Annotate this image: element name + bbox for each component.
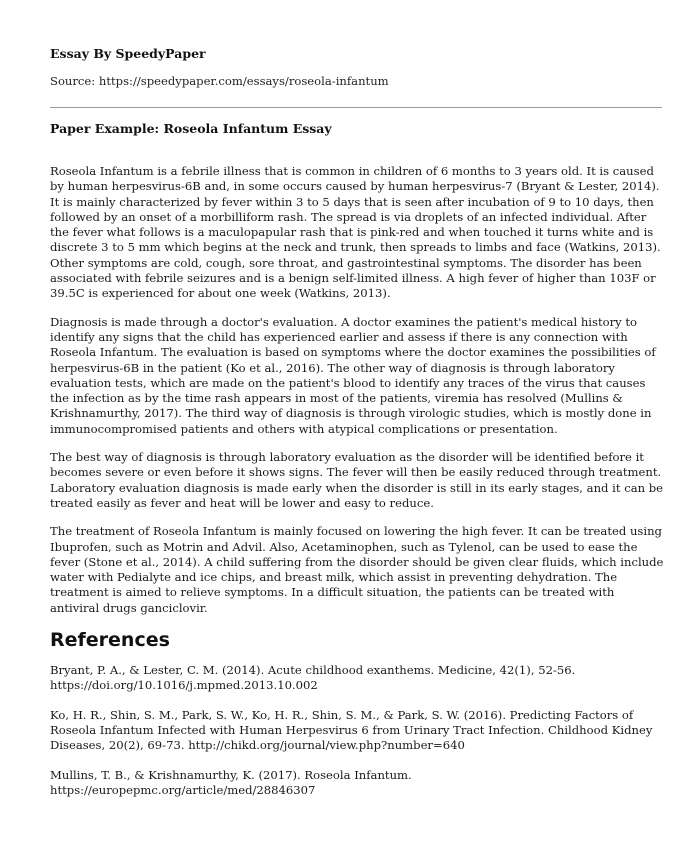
paragraph-2: Diagnosis is made through a doctor's evaluation. A doctor examines the patient's medical history to identify any signs that the child has experienced earlier and assess if there is any connection with Roseola Infantum. The evaluation is based on symptoms where the doctor examines the possibilities of herpesvirus-6B in the patient (Ko et al., 2016). The other way of diagnosis is through laboratory evaluation tests, which are made on the patient's blood to identify any traces of the virus that causes the infection as by the time rash appears in most of the patients, viremia has resolved (Mullins & Krishnamurthy, 2017). The third way of diagnosis is through virologic studies, which is mostly done in immunocompromised patients and others with atypical complications or presentation. — [50, 314, 656, 436]
reference-item-1: Bryant, P. A., & Lester, C. M. (2014). Acute childhood exanthems. Medicine, 42(1), 52-56. https://doi.org/10.1016/j.mpmed.2013.10.002 — [50, 663, 576, 693]
paper-title: Paper Example: Roseola Infantum Essay — [50, 121, 332, 136]
header-divider — [50, 107, 662, 108]
essay-body — [50, 164, 666, 812]
paragraph-1: Roseola Infantum is a febrile illness that is common in children of 6 months to 3 years old. It is caused by human herpesvirus-6B and, in some occurs caused by human herpesvirus-7 (Bryant & Lester, 2014). It is mainly characterized by fever within 3 to 5 days that is seen after incubation of 9 to 10 days, then followed by an onset of a morbilliform rash. The spread is via droplets of an infected individual. After the fever what follows is a maculopapular rash that is pink-red and when touched it turns white and is discrete 3 to 5 mm which begins at the neck and trunk, then spreads to limbs and face (Watkins, 2013). Other symptoms are cold, cough, sore throat, and gastrointestinal symptoms. The disorder has been associated with febrile seizures and is a benign self-limited illness. A high fever of higher than 103F or 39.5C is experienced for about one week (Watkins, 2013). — [50, 164, 661, 301]
references-heading: References — [50, 629, 170, 652]
reference-item-2: Ko, H. R., Shin, S. M., Park, S. W., Ko, H. R., Shin, S. M., & Park, S. W. (2016). Predicting Factors of Roseola Infantum Infected with Human Herpesvirus 6 from Urinary Tract Infection. Childhood Kidney Diseases, 20(2), 69-73. http://chikd.org/journal/view.php?number=640 — [50, 707, 653, 753]
source-line: Source: https://speedypaper.com/essays/roseola-infantum — [50, 74, 389, 88]
paragraph-4: The treatment of Roseola Infantum is mainly focused on lowering the high fever. It can be treated using Ibuprofen, such as Motrin and Advil. Also, Acetaminophen, such as Tylenol, can be used to ease the fever (Stone et al., 2014). A child suffering from the disorder should be given clear fluids, which include water with Pedialyte and ice chips, and breast milk, which assist in preventing dehydration. The treatment is aimed to relieve symptoms. In a difficult situation, the patients can be treated with antiviral drugs ganciclovir. — [50, 524, 664, 615]
paragraph-3: The best way of diagnosis is through laboratory evaluation as the disorder will be identified before it becomes severe or even before it shows signs. The fever will then be easily reduced through treatment. Laboratory evaluation diagnosis is made early when the disorder is still in its early stages, and it can be treated easily as fever and heat will be lower and easy to reduce. — [50, 450, 664, 510]
reference-item-3: Mullins, T. B., & Krishnamurthy, K. (2017). Roseola Infantum. https://europepmc.org/article/med/28846307 — [50, 767, 412, 797]
site-title: Essay By SpeedyPaper — [50, 46, 206, 61]
